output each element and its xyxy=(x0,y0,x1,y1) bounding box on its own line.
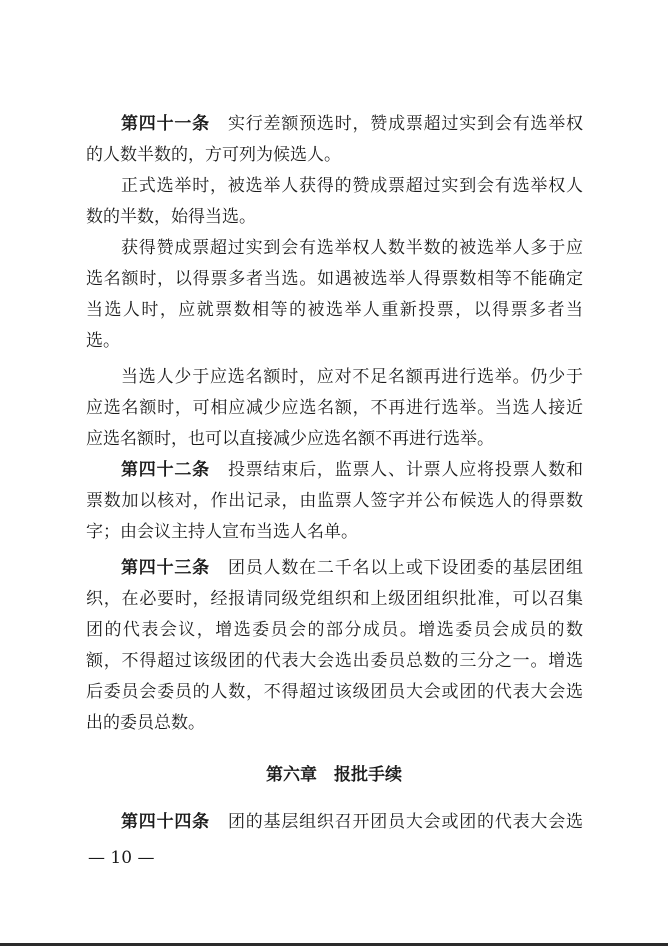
line-text: 团员人数在二千名以上或下设团委的基层团组 xyxy=(227,558,583,578)
text-line xyxy=(86,427,583,451)
line-text: 额，不得超过该级团的代表大会选出委员总数的三分之一。增选 xyxy=(86,651,583,671)
line-text: 后委员会委员的人数，不得超过该级团员大会或团的代表大会选 xyxy=(86,682,583,702)
text-line xyxy=(86,520,583,544)
text-line xyxy=(86,618,583,642)
line-text: 字；由会议主持人宣布当选人名单。 xyxy=(86,522,358,542)
line-text: 票数加以核对，作出记录，由监票人签字并公布候选人的得票数 xyxy=(86,491,583,511)
text-line xyxy=(86,298,583,322)
text-line xyxy=(86,587,583,611)
article-text: 团的基层组织召开团员大会或团的代表大会选 xyxy=(227,812,583,832)
article-number: 第四十二条 xyxy=(121,460,210,480)
text-line xyxy=(86,396,583,420)
text-line xyxy=(86,205,583,229)
line-text: 织，在必要时，经报请同级党组织和上级团组织批准，可以召集 xyxy=(86,589,583,609)
text-line xyxy=(121,174,583,198)
text-line xyxy=(121,458,583,482)
text-line xyxy=(86,680,583,704)
line-text: 当选人时，应就票数相等的被选举人重新投票，以得票多者当 xyxy=(86,300,583,320)
article-line xyxy=(121,810,583,834)
line-text: 获得赞成票超过实到会有选举权人数半数的被选举人多于应 xyxy=(121,238,583,258)
text-line xyxy=(121,236,583,260)
article-number: 第四十三条 xyxy=(121,558,210,578)
article-number: 第四十四条 xyxy=(121,812,210,832)
text-line xyxy=(121,556,583,580)
text-line xyxy=(121,365,583,389)
text-line xyxy=(121,112,583,136)
text-line xyxy=(86,649,583,673)
line-text: 应选名额时，可相应减少应选名额，不再进行选举。当选人接近 xyxy=(86,398,583,418)
text-line xyxy=(86,329,583,353)
text-line xyxy=(86,143,583,167)
line-text: 的人数半数的，方可列为候选人。 xyxy=(86,145,341,165)
line-text: 当选人少于应选名额时，应对不足名额再进行选举。仍少于 xyxy=(121,367,583,387)
line-text: 实行差额预选时，赞成票超过实到会有选举权 xyxy=(227,114,583,134)
text-line xyxy=(86,711,583,735)
text-line xyxy=(86,267,583,291)
line-text: 选。 xyxy=(86,331,120,351)
article-number: 第四十一条 xyxy=(121,114,210,134)
text-line xyxy=(86,489,583,513)
line-text: 团的代表会议，增选委员会的部分成员。增选委员会成员的数 xyxy=(86,620,583,640)
line-text: 数的半数，始得当选。 xyxy=(86,207,256,227)
line-text: 出的委员总数。 xyxy=(86,713,205,733)
line-text: 应选名额时，也可以直接减少应选名额不再进行选举。 xyxy=(86,429,494,449)
page-number: — 10 — xyxy=(88,848,155,868)
line-text: 投票结束后，监票人、计票人应将投票人数和 xyxy=(227,460,583,480)
chapter-title: 第六章 报批手续 xyxy=(266,765,402,785)
line-text: 正式选举时，被选举人获得的赞成票超过实到会有选举权人 xyxy=(121,176,583,196)
line-text: 选名额时，以得票多者当选。如遇被选举人得票数相等不能确定 xyxy=(86,269,583,289)
